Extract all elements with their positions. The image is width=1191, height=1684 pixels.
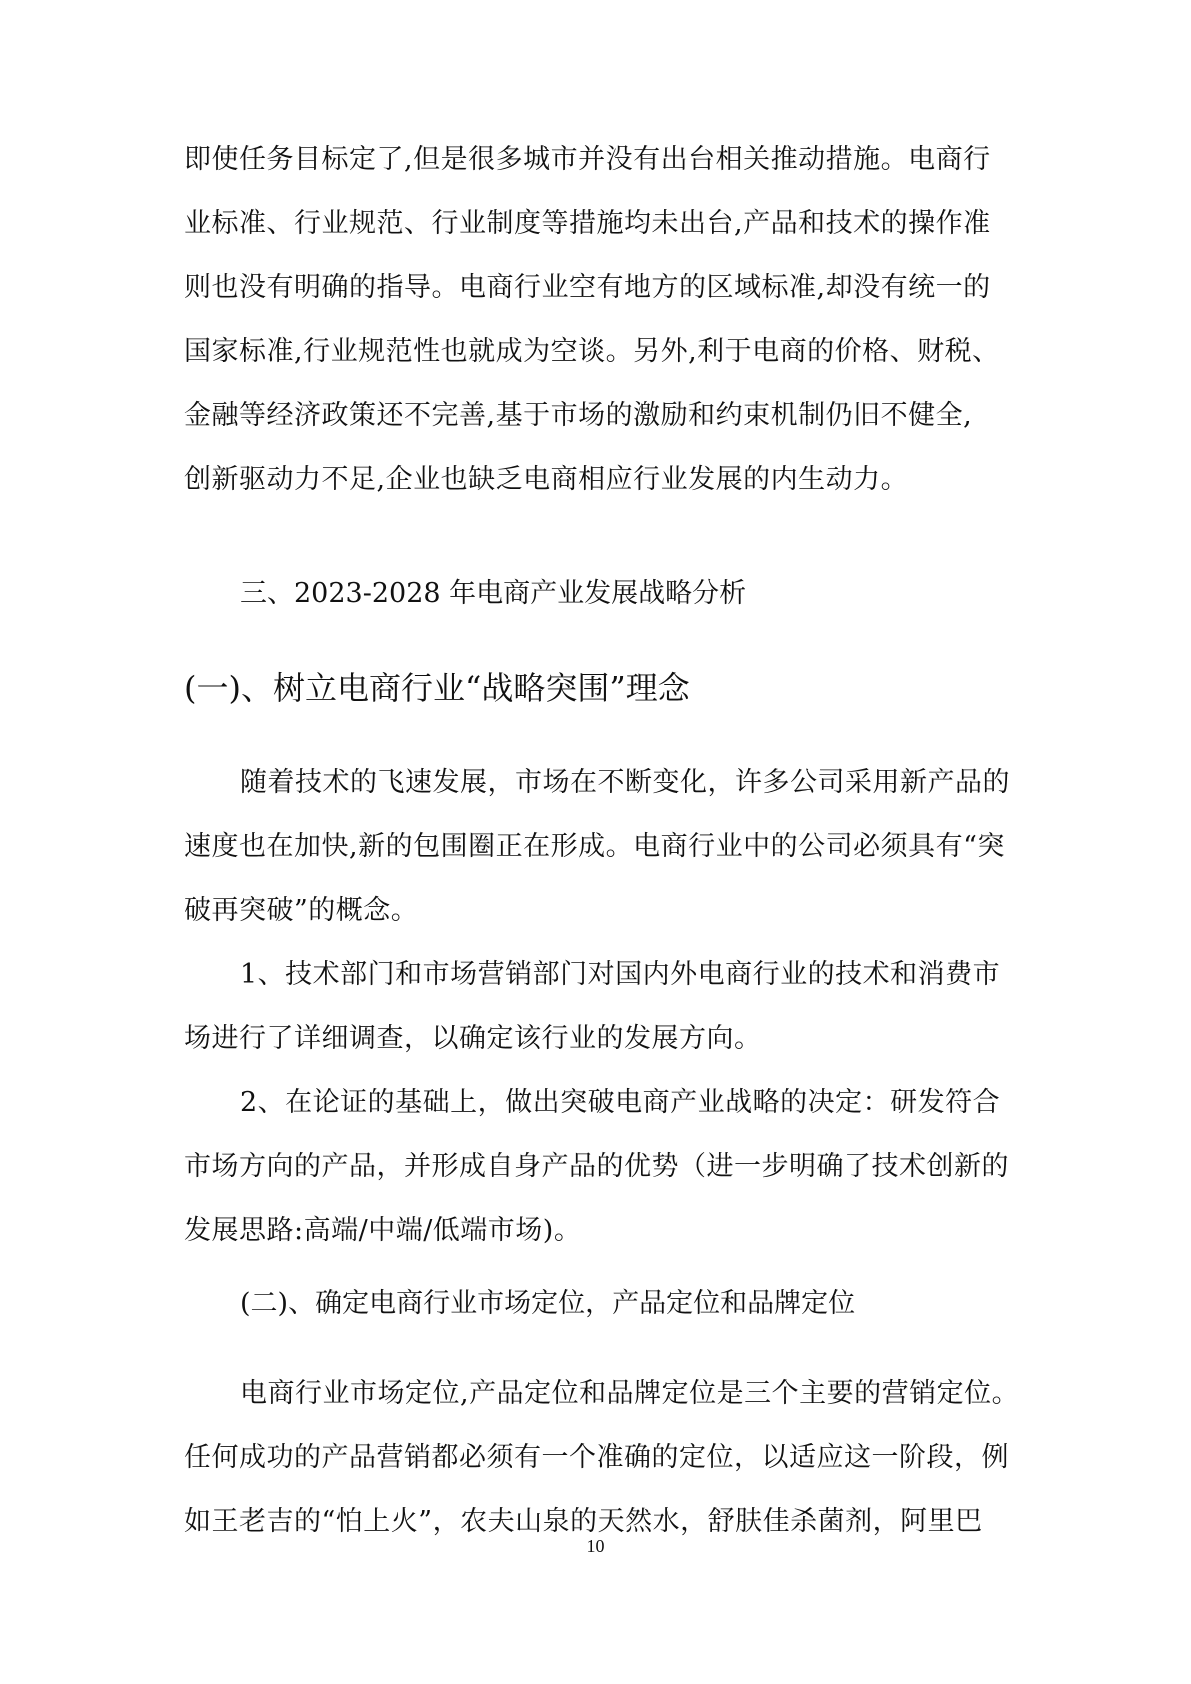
list-item-2 (184, 1071, 1014, 1263)
text-line: 破再突破”的概念。 (184, 895, 419, 926)
text-line: 速度也在加快,新的包围圈正在形成。电商行业中的公司必须具有“突 (184, 831, 1005, 862)
paragraph-policy-gaps (184, 128, 1014, 512)
text-line: 业标准、行业规范、行业制度等措施均未出台,产品和技术的操作准 (184, 208, 991, 239)
text-line: 金融等经济政策还不完善,基于市场的激励和约束机制仍旧不健全, (184, 400, 973, 431)
text-line: 即使任务目标定了,但是很多城市并没有出台相关推动措施。电商行 (184, 144, 991, 175)
subsection-heading-1: (一)、树立电商行业“战略突围”理念 (184, 669, 690, 707)
text-line: 任何成功的产品营销都必须有一个准确的定位，以适应这一阶段，例 (184, 1442, 1009, 1473)
text-line: 2、在论证的基础上，做出突破电商产业战略的决定：研发符合 (240, 1087, 1001, 1118)
text-line: 市场方向的产品，并形成自身产品的优势（进一步明确了技术创新的 (184, 1151, 1009, 1182)
list-item-1 (184, 943, 1014, 1071)
text-line: 国家标准,行业规范性也就成为空谈。另外,利于电商的价格、财税、 (184, 336, 1000, 367)
text-line: 发展思路:高端/中端/低端市场)。 (184, 1215, 582, 1246)
subsection-heading-2: (二)、确定电商行业市场定位，产品定位和品牌定位 (240, 1288, 856, 1319)
paragraph-strategic-breakthrough (184, 751, 1014, 943)
text-line: 则也没有明确的指导。电商行业空有地方的区域标准,却没有统一的 (184, 272, 991, 303)
text-line: 电商行业市场定位,产品定位和品牌定位是三个主要的营销定位。 (240, 1378, 1020, 1409)
text-line: 随着技术的飞速发展，市场在不断变化，许多公司采用新产品的 (240, 767, 1010, 798)
section-heading-3: 三、2023-2028 年电商产业发展战略分析 (240, 578, 747, 609)
text-line: 1、技术部门和市场营销部门对国内外电商行业的技术和消费市 (240, 959, 1001, 990)
text-line: 创新驱动力不足,企业也缺乏电商相应行业发展的内生动力。 (184, 464, 909, 495)
paragraph-market-positioning (184, 1362, 1020, 1554)
text-line: 场进行了详细调查，以确定该行业的发展方向。 (184, 1023, 762, 1054)
page-number: 10 (586, 1536, 605, 1556)
text-line: 如王老吉的“怕上火”，农夫山泉的天然水，舒肤佳杀菌剂，阿里巴 (184, 1506, 983, 1537)
